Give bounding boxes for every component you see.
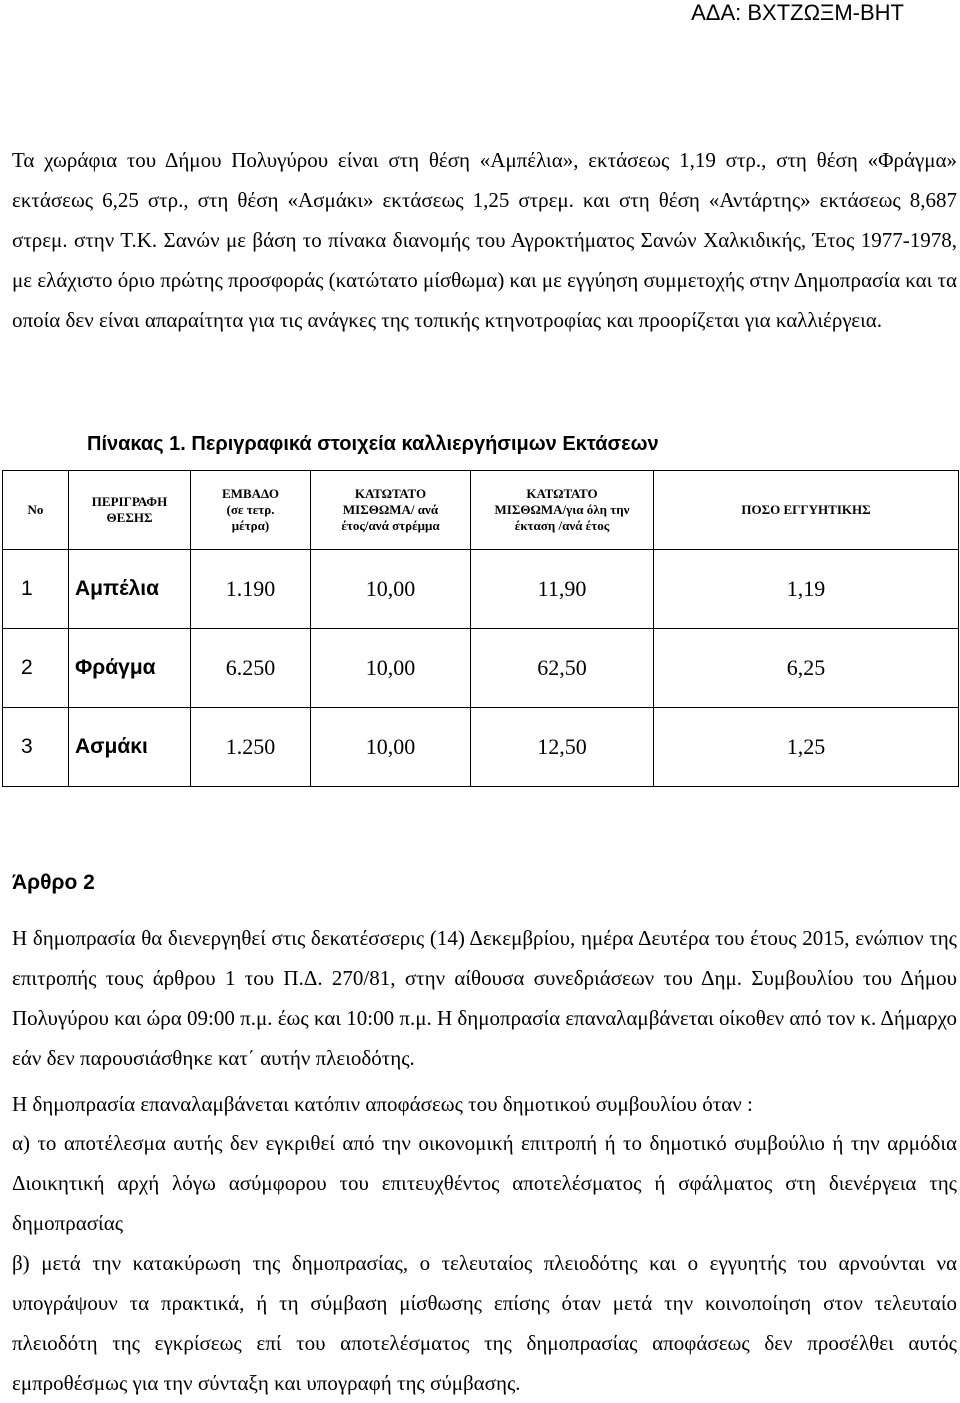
row-guarantee: 6,25 — [654, 629, 959, 708]
row-no: 3 — [3, 708, 69, 787]
table-title: Πίνακας 1. Περιγραφικά στοιχεία καλλιεργήσιμων Εκτάσεων — [87, 433, 659, 455]
row-area: 1.250 — [191, 708, 311, 787]
header-min-rent-line1: ΚΑΤΩΤΑΤΟ — [354, 486, 427, 501]
article-paragraph-4: β) μετά την κατακύρωση της δημοπρασίας, ο τελευταίος πλειοδότης και ο εγγυητής του αρνούνται να υπογράψουν τα πρακτικά, ή τη σύμβαση μίσθωσης επίσης όταν μετά την κοινοποίηση στον τελευταίο πλειοδότη της εγκρίσεως επί του αποτελέσματος της δημοπρασίας αποφάσεως δεν προσέλθει αυτός εμπροθέσμως για την σύνταξη και υπογραφή της σύμβασης. — [12, 1251, 957, 1395]
header-no: Νο — [3, 471, 69, 550]
row-place: Αμπέλια — [69, 550, 191, 629]
header-area-line1: ΕΜΒΑΔΟ — [222, 486, 279, 501]
table-header-row — [3, 471, 959, 550]
header-description — [69, 471, 191, 550]
row-total: 62,50 — [471, 629, 654, 708]
header-min-rent — [311, 471, 471, 550]
row-no: 1 — [3, 550, 69, 629]
row-area: 1.190 — [191, 550, 311, 629]
row-rent: 10,00 — [311, 629, 471, 708]
row-place: Φράγμα — [69, 629, 191, 708]
header-total-rent-line1: ΚΑΤΩΤΑΤΟ — [526, 486, 598, 501]
row-rent: 10,00 — [311, 708, 471, 787]
row-guarantee: 1,19 — [654, 550, 959, 629]
table-row — [3, 629, 959, 708]
header-area-line3: μέτρα) — [231, 518, 270, 533]
article-title: Άρθρο 2 — [12, 871, 95, 894]
header-total-rent-line3: έκταση /ανά έτος — [514, 518, 610, 533]
row-total: 11,90 — [471, 550, 654, 629]
header-description-line1: ΠΕΡΙΓΡΑΦΗ — [91, 494, 168, 509]
row-area: 6.250 — [191, 629, 311, 708]
header-area-line2: (σε τετρ. — [226, 502, 275, 517]
table-row — [3, 708, 959, 787]
header-guarantee: ΠΟΣΟ ΕΓΓΥΗΤΙΚΗΣ — [654, 471, 959, 550]
header-description-line2: ΘΕΣΗΣ — [106, 510, 153, 525]
article-paragraph-2: Η δημοπρασία επαναλαμβάνεται κατόπιν αποφάσεως του δημοτικού συμβουλίου όταν : — [12, 1092, 753, 1116]
row-rent: 10,00 — [311, 550, 471, 629]
header-min-rent-line3: έτος/ανά στρέμμα — [341, 518, 440, 533]
row-guarantee: 1,25 — [654, 708, 959, 787]
row-total: 12,50 — [471, 708, 654, 787]
row-place: Ασμάκι — [69, 708, 191, 787]
lots-table — [2, 470, 959, 787]
article-paragraph-1: Η δημοπρασία θα διενεργηθεί στις δεκατέσσερις (14) Δεκεμβρίου, ημέρα Δευτέρα του έτους 2015, ενώπιον της επιτροπής τους άρθρου 1 του Π.Δ. 270/81, στην αίθουσα συνεδριάσεων του Δημ. Συμβουλίου του Δήμου Πολυγύρου και ώρα 09:00 π.μ. έως και 10:00 π.μ. Η δημοπρασία επαναλαμβάνεται οίκοθεν από τον κ. Δήμαρχο εάν δεν παρουσιάσθηκε κατ΄ αυτήν πλειοδότης. — [12, 926, 957, 1070]
ada-code: ΑΔΑ: ΒΧΤΖΩΞΜ-ΒΗΤ — [691, 0, 904, 25]
row-no: 2 — [3, 629, 69, 708]
intro-paragraph: Τα χωράφια του Δήμου Πολυγύρου είναι στη θέση «Αμπέλια», εκτάσεως 1,19 στρ., στη θέση «Φράγμα» εκτάσεως 6,25 στρ., στη θέση «Ασμάκι» εκτάσεως 1,25 στρεμ. και στη θέση «Αντάρτης» εκτάσεως 8,687 στρεμ. στην Τ.Κ. Σανών με βάση το πίνακα διανομής του Αγροκτήματος Σανών Χαλκιδικής, Έτος 1977-1978, με ελάχιστο όριο πρώτης προσφοράς (κατώτατο μίσθωμα) και με εγγύηση συμμετοχής στην Δημοπρασία και τα οποία δεν είναι απαραίτητα για τις ανάγκες της τοπικής κτηνοτροφίας και προορίζεται για καλλιέργεια. — [12, 148, 957, 332]
header-total-rent-line2: ΜΙΣΘΩΜΑ/για όλη την — [494, 502, 630, 517]
header-min-rent-line2: ΜΙΣΘΩΜΑ/ ανά — [342, 502, 439, 517]
header-total-rent — [471, 471, 654, 550]
article-paragraph-3: α) το αποτέλεσμα αυτής δεν εγκριθεί από την οικονομική επιτροπή ή το δημοτικό συμβούλιο ή την αρμόδια Διοικητική αρχή λόγω ασύμφορου του επιτευχθέντος αποτελέσματος ή σφάλματος στη διενέργεια της δημοπρασίας — [12, 1131, 957, 1235]
table-row — [3, 550, 959, 629]
header-area — [191, 471, 311, 550]
